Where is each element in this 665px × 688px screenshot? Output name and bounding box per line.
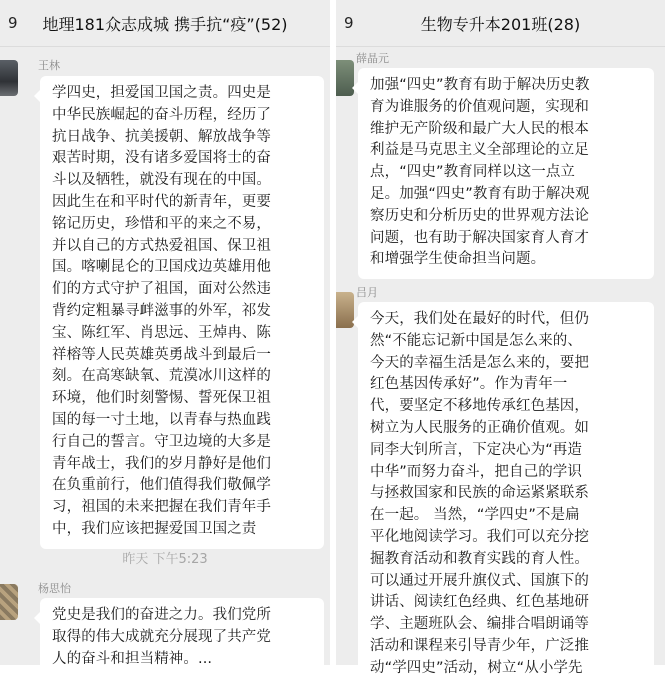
message-line: 学、主题班队会、编排合唱朗诵等 (370, 616, 589, 633)
message-line: 可以通过开展升旗仪式、国旗下的 (370, 572, 589, 589)
sender-name: 薛晶元 (356, 52, 389, 65)
message-line: 中，我们应该把握爱国卫国之责 (52, 520, 257, 537)
message-line: 并以自己的方式热爱祖国、保卫祖 (52, 237, 271, 254)
message-line: 足。加强“四史”教育有助于解决观 (370, 185, 590, 202)
message-line: 与拯救国家和民族的命运紧紧联系 (370, 485, 589, 502)
sender-name: 杨思怡 (38, 582, 71, 595)
message-bubble[interactable] (40, 76, 324, 549)
message-line: 和增强学生使命担当问题。 (370, 251, 546, 268)
message-line: 利益是马克思主义全部理论的立足 (370, 142, 589, 159)
message-line: 在负重前行，他们值得我们敬佩学 (52, 477, 271, 494)
message-line: 祥榕等人民英雄英勇战斗到最后一 (52, 346, 271, 363)
message-line: 同李大钊所言，下定决心为“再造 (370, 441, 583, 458)
message-line: 维护无产阶级和最广大人民的根本 (370, 120, 589, 137)
message-line: 环境，他们时刻警惕、誓死保卫祖 (52, 390, 271, 407)
message-line: 因此生在和平时代的新青年，更要 (52, 193, 271, 210)
message-line: 学四史，担爱国卫国之责。四史是 (52, 85, 271, 101)
message-line: 国。喀喇昆仑的卫国戍边英雄用他 (52, 259, 271, 276)
message-line: 青年战士，我们的岁月静好是他们 (52, 455, 271, 472)
message-line: 点，“四史”教育同样以这一点立 (370, 164, 576, 181)
message-line: 取得的伟大成就充分展现了共产党 (52, 628, 271, 645)
message-line: 树立为人民服务的正确价值观。如 (370, 419, 589, 436)
message-line: 抗日战争、抗美援朝、解放战争等 (52, 128, 271, 145)
avatar-wang-lin[interactable] (0, 60, 18, 96)
message-line: 习，祖国的未来把握在我们青年手 (52, 499, 271, 516)
left-chat-panel (0, 0, 330, 665)
message-line: 问题，也有助于解决国家育人育才 (370, 229, 589, 246)
message-line: 今天，我们处在最好的时代，但仍 (370, 311, 589, 327)
sender-name: 吕月 (356, 286, 378, 299)
sender-name: 王林 (38, 59, 60, 72)
message-line: 活动和课程来引导青少年，广泛推 (370, 637, 589, 654)
message-bubble[interactable] (358, 68, 654, 279)
message-line: 育为谁服务的价值观问题，实现和 (370, 98, 589, 115)
message-line: 今天的幸福生活是怎么来的，要把 (370, 354, 589, 371)
message-line: 们的方式守护了祖国，面对公然违 (52, 281, 271, 298)
message-line: 刻。在高寒缺氧、荒漠冰川这样的 (52, 368, 271, 385)
right-back-badge[interactable]: 9 (344, 14, 354, 32)
message-line: 在一起。 当然，“学四史”不是扁 (370, 507, 580, 524)
left-chat-title: 地理181众志成城 携手抗“疫”(52) (42, 15, 288, 34)
message-bubble[interactable] (358, 302, 654, 688)
right-chat-panel (336, 0, 665, 676)
message-line: 人的奋斗和担当精神。... (52, 650, 213, 667)
message-timestamp: 昨天 下午5:23 (122, 552, 208, 567)
message-line: 察历史和分析历史的世界观方法论 (370, 207, 589, 224)
message-line: 加强“四史”教育有助于解决历史教 (370, 77, 590, 93)
message-line: 平化地阅读学习。我们可以充分挖 (370, 528, 589, 545)
message-line: 铭记历史，珍惜和平的来之不易， (52, 215, 271, 232)
message-line: 中华民族崛起的奋斗历程，经历了 (52, 106, 271, 123)
message-line: 中华”而努力奋斗，把自己的学识 (370, 463, 583, 480)
message-line: 宝、陈红军、肖思远、王焯冉、陈 (52, 324, 271, 341)
message-line: 代，要坚定不移地传承红色基因， (370, 398, 589, 415)
message-line: 党史是我们的奋进之力。我们党所 (52, 607, 271, 623)
message-line: 艰苦时期，没有诸多爱国将士的奋 (52, 150, 271, 167)
message-line: 红色基因传承好”。作为青年一 (370, 376, 568, 393)
message-bubble[interactable] (40, 598, 324, 678)
left-back-badge[interactable]: 9 (8, 14, 18, 32)
message-line: 行自己的誓言。守卫边境的大多是 (52, 433, 271, 450)
message-line: 国的每一寸土地，以青春与热血践 (52, 411, 271, 428)
right-chat-header (336, 0, 665, 47)
message-line: 掘教育活动和教育实践的育人性。 (370, 550, 589, 567)
message-line: 然“不能忘记新中国是怎么来的、 (370, 332, 583, 349)
message-line: 动“学四史”活动，树立“从小学先 (370, 659, 583, 676)
avatar-yang-siyi[interactable] (0, 584, 18, 620)
message-line: 背约定粗暴寻衅滋事的外军，祁发 (52, 302, 271, 319)
left-chat-header (0, 0, 330, 47)
right-chat-title: 生物专升本201班(28) (420, 15, 581, 34)
message-line: 讲话、阅读红色经典、红色基地研 (370, 594, 589, 611)
message-line: 斗以及牺牲，就没有现在的中国。 (52, 172, 271, 189)
